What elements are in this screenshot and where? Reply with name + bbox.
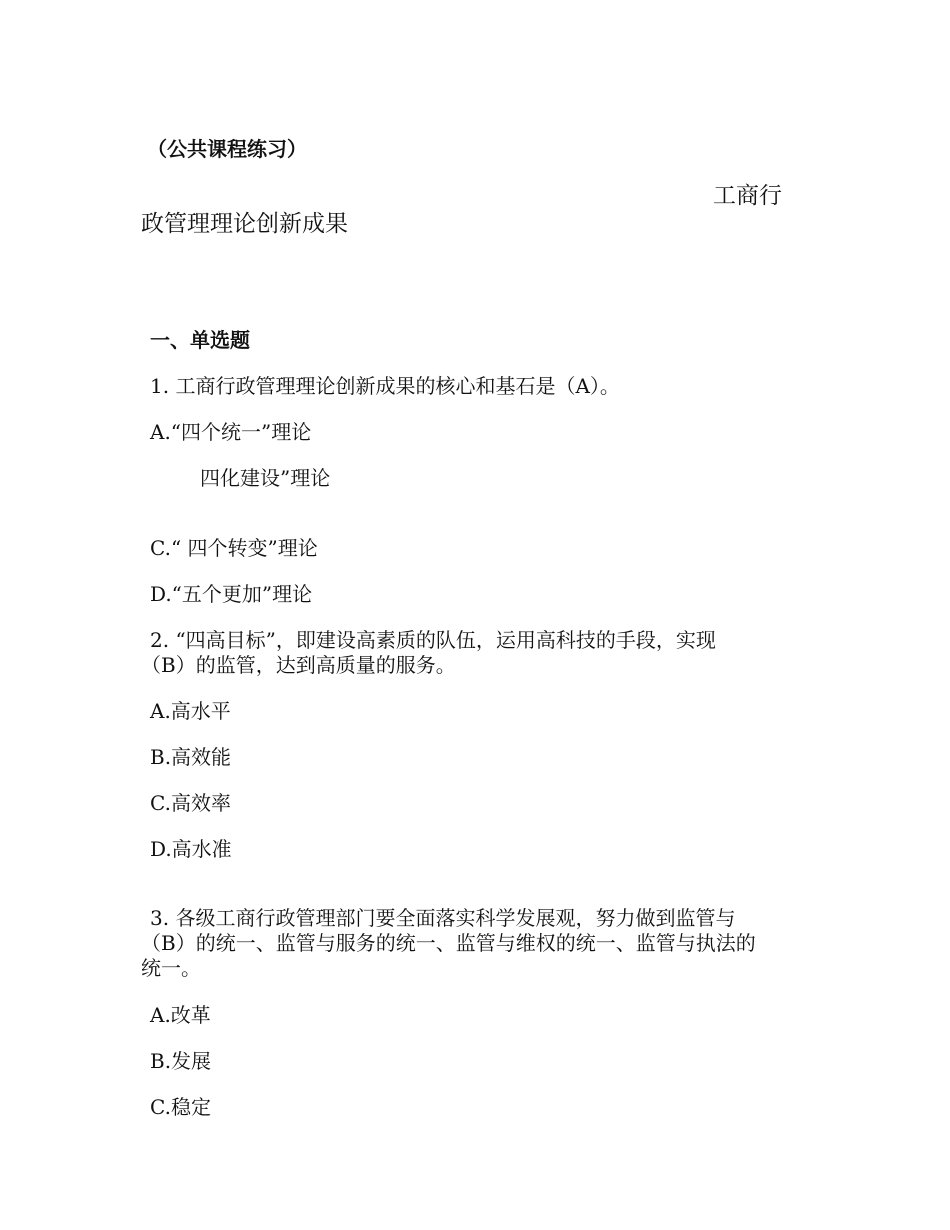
question-2-stem-line1: 2. “四高目标”，即建设高素质的队伍，运用高科技的手段，实现 (150, 628, 716, 652)
question-2-option-b: B.高效能 (150, 745, 232, 769)
question-1-option-d: D.“五个更加”理论 (150, 582, 313, 606)
question-3-option-b: B.发展 (150, 1049, 212, 1073)
question-1-option-b: 四化建设”理论 (200, 466, 331, 490)
question-3-option-c: C.稳定 (150, 1095, 211, 1119)
document-subtitle: （公共课程练习） (147, 137, 307, 161)
question-2-option-d: D.高水准 (150, 837, 232, 861)
question-2-stem-line2: （B）的监管，达到高质量的服务。 (141, 653, 456, 677)
question-3-stem-line2: （B）的统一、监管与服务的统一、监管与维权的统一、监管与执法的 (141, 931, 756, 955)
question-1-option-c: C.“ 四个转变”理论 (150, 536, 318, 560)
question-3-stem-line3: 统一。 (141, 956, 201, 980)
question-2-option-c: C.高效率 (150, 791, 231, 815)
document-title-part2: 政管理理论创新成果 (141, 211, 348, 237)
document-title-part1: 工商行 (713, 183, 782, 209)
question-3-stem-line1: 3. 各级工商行政管理部门要全面落实科学发展观，努力做到监管与 (150, 906, 736, 930)
question-1-stem: 1. 工商行政管理理论创新成果的核心和基石是（A）。 (150, 374, 620, 398)
question-1-option-a: A.“四个统一”理论 (150, 420, 312, 444)
question-2-option-a: A.高水平 (150, 699, 231, 723)
question-3-option-a: A.改革 (150, 1003, 211, 1027)
section-heading: 一、单选题 (150, 328, 250, 352)
